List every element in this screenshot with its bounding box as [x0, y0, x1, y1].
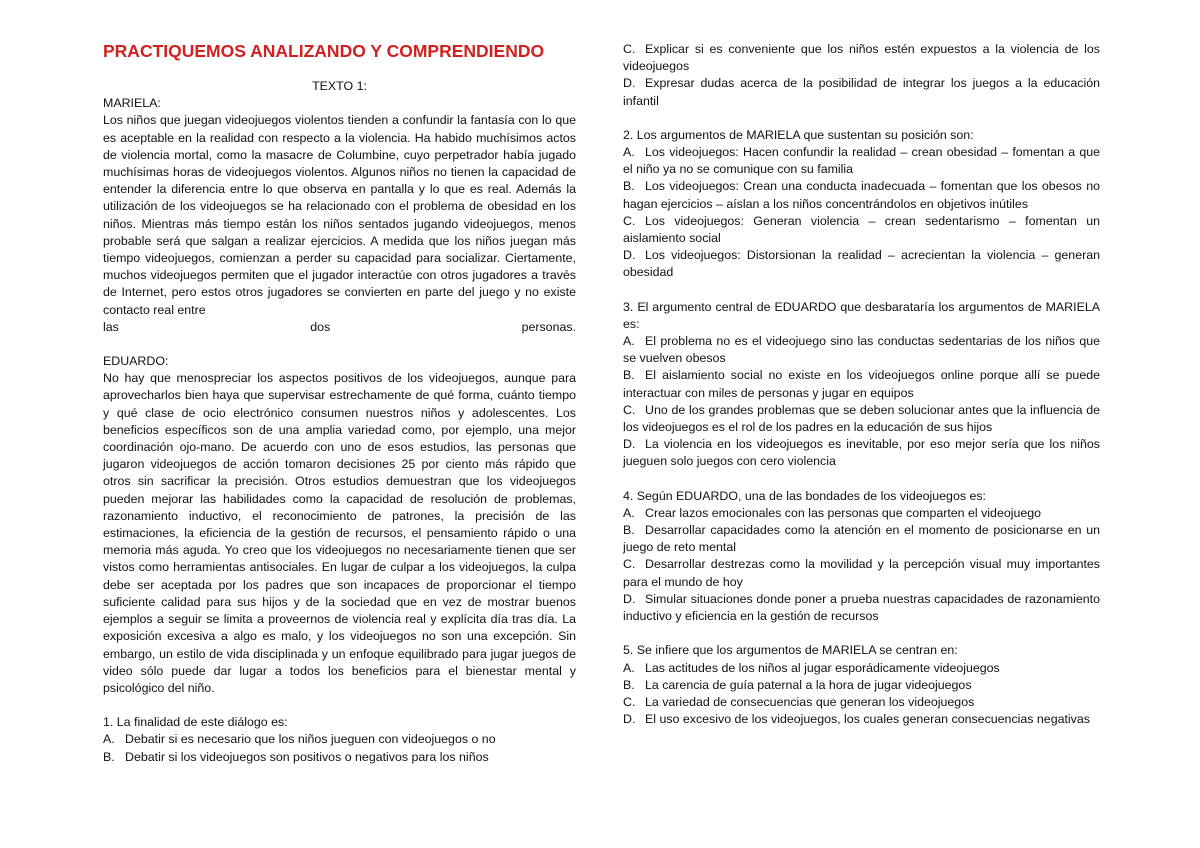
question-option — [623, 660, 1100, 677]
option-text: La carencia de guía paternal a la hora de jugar videojuegos — [645, 677, 972, 692]
option-letter: C. — [623, 402, 636, 417]
question-option — [623, 144, 1100, 178]
option-text: Expresar dudas acerca de la posibilidad de integrar los juegos a la educación infantil — [623, 76, 1100, 108]
option-text: La variedad de consecuencias que generan los videojuegos — [645, 694, 975, 709]
question-option — [623, 247, 1100, 281]
question-1-continued — [623, 41, 1100, 110]
option-letter: D. — [623, 76, 636, 91]
question-4 — [623, 488, 1100, 626]
texto-label: TEXTO 1: — [312, 79, 367, 93]
question-option — [623, 402, 1100, 436]
option-letter: B. — [103, 749, 115, 764]
option-letter: A. — [103, 732, 115, 747]
option-letter: B. — [623, 179, 635, 194]
eduardo-name: EDUARDO: — [103, 354, 169, 369]
question-option — [623, 694, 1100, 711]
option-letter: A. — [623, 660, 635, 675]
option-text: Crear lazos emocionales con las personas que comparten el videojuego — [645, 505, 1042, 520]
option-text: La violencia en los videojuegos es inevitable, por eso mejor sería que los niños jueguen solo juegos con cero violencia — [623, 437, 1100, 469]
question-option — [623, 591, 1100, 625]
question-option — [623, 213, 1100, 247]
question-option — [623, 367, 1100, 401]
option-letter: D. — [623, 248, 636, 263]
question-option — [103, 731, 576, 748]
option-text: Debatir si los videojuegos son positivos o negativos para los niños — [125, 749, 489, 764]
question-2 — [623, 127, 1100, 282]
question-option — [623, 711, 1100, 728]
option-letter: A. — [623, 505, 635, 520]
option-text: Simular situaciones donde poner a prueba nuestras capacidades de razonamiento inductivo y eficiencia en la gestión de recursos — [623, 591, 1100, 624]
option-text: Los videojuegos: Hacen confundir la realidad – crean obesidad – fomentan a que el niño ya no se comunique con su familia — [623, 145, 1100, 177]
question-3 — [623, 299, 1100, 471]
option-text: Los videojuegos: Distorsionan la realidad – acrecientan la violencia – generan obesidad — [623, 248, 1100, 280]
option-text: El uso excesivo de los videojuegos, los cuales generan consecuencias negativas — [645, 712, 1090, 727]
mariela-last-line: las dos personas. — [103, 319, 576, 334]
option-text: Debatir si es necesario que los niños jueguen con videojuegos o no — [125, 732, 496, 747]
option-text: Las actitudes de los niños al jugar esporádicamente videojuegos — [645, 660, 1000, 675]
question-option — [623, 556, 1100, 590]
option-letter: C. — [623, 694, 636, 709]
option-letter: D. — [623, 591, 636, 606]
question-option — [623, 505, 1100, 522]
question-option — [623, 75, 1100, 109]
option-text: Los videojuegos: Generan violencia – crean sedentarismo – fomentan un aislamiento social — [623, 213, 1100, 246]
question-5 — [623, 642, 1100, 728]
mariela-paragraph: Los niños que juegan videojuegos violentos tienden a confundir la fantasía con lo que es aceptable en la realidad con respecto a la violencia. Ha habido muchísimos actos de violencia mortal, como la masacre de Columbine, cuyo perpetrador había jugado muchísimas horas de videojuegos violentos. Algunos niños no tienen la capacidad de entender la diferencia entre lo que observa en pantalla y lo que es real. Además la utilización de los videojuegos se ha relacionado con el problema de obesidad en los niños. Mientras más tiempo están los niños sentados jugando videojuegos, menos probable será que salgan a realizar ejercicios. A medida que los niños juegan más tiempo videojuegos, comienzan a perder su capacidad para socializar. Ciertamente, muchos videojuegos permiten que el jugador interactúe con otros jugadores a través de Internet, pero estos otros jugadores se convierten en parte del juego y no existe contacto real entre — [103, 113, 576, 317]
question-option — [623, 178, 1100, 212]
option-letter: B. — [623, 677, 635, 692]
question-1 — [103, 714, 576, 766]
option-text: Desarrollar capacidades como la atención en el momento de posicionarse en un juego de reto mental — [623, 523, 1100, 555]
option-text: Desarrollar destrezas como la movilidad y la percepción visual muy importantes para el mundo de hoy — [623, 557, 1100, 589]
page-title: PRACTIQUEMOS ANALIZANDO Y COMPRENDIENDO — [103, 41, 545, 61]
option-letter: B. — [623, 523, 635, 538]
question-stem: 1. La finalidad de este diálogo es: — [103, 715, 288, 730]
question-option — [623, 436, 1100, 470]
option-text: Explicar si es conveniente que los niños estén expuestos a la violencia de los videojuegos — [623, 42, 1100, 74]
question-stem: 4. Según EDUARDO, una de las bondades de los videojuegos es: — [623, 488, 987, 503]
option-text: El problema no es el videojuego sino las conductas sedentarias de los niños que se vuelven obesos — [623, 334, 1100, 366]
question-option — [623, 522, 1100, 556]
option-text: Los videojuegos: Crean una conducta inadecuada – fomentan que los obesos no hagan ejercicios – aíslan a los niños concentrándolos en objetivos inútiles — [623, 179, 1100, 211]
option-text: Uno de los grandes problemas que se deben solucionar antes que la influencia de los videojuegos es el rol de los padres en la educación de sus hijos — [623, 402, 1100, 435]
option-letter: C. — [623, 42, 636, 56]
question-option — [623, 41, 1100, 75]
question-option — [103, 749, 576, 766]
option-letter: B. — [623, 368, 635, 383]
question-stem: 2. Los argumentos de MARIELA que sustentan su posición son: — [623, 127, 974, 142]
mariela-name: MARIELA: — [103, 96, 161, 111]
left-column — [103, 40, 576, 766]
option-text: El aislamiento social no existe en los videojuegos online porque allí se puede interactuar con miles de personas y jugar en equipos — [623, 368, 1100, 400]
option-letter: D. — [623, 712, 636, 727]
question-stem: 5. Se infiere que los argumentos de MARIELA se centran en: — [623, 643, 958, 658]
question-option — [623, 333, 1100, 367]
option-letter: D. — [623, 437, 636, 452]
option-letter: C. — [623, 557, 636, 572]
option-letter: A. — [623, 334, 635, 349]
right-column — [623, 41, 1100, 728]
question-option — [623, 677, 1100, 694]
eduardo-paragraph: No hay que menospreciar los aspectos positivos de los videojuegos, aunque para aprovecharlos bien haya que supervisar estrechamente de qué forma, cuánto tiempo y qué clase de ocio electrónico consumen nuestros niños y adolescentes. Los beneficios específicos son de una amplia variedad como, por ejemplo, una mejor coordinación ojo-mano. De acuerdo con uno de esos estudios, las personas que jugaron videojuegos de acción tomaron decisiones 25 por ciento más rápido que otros sin sacrificar la precisión. Otros estudios demuestran que los videojuegos pueden mejorar las habilidades como la capacidad de resolución de problemas, razonamiento inductivo, el reconocimiento de patrones, la precisión de las estimaciones, la eficiencia de la gestión de recursos, el pensamiento rápido o una memoria más aguda. Yo creo que los videojuegos no necesariamente tienen que ser vistos como herramientas antisociales. En lugar de culpar a los videojuegos, la culpa debe ser aceptada por los padres que son incapaces de proporcionar el tiempo suficiente calidad para sus hijos y de la sociedad que en vez de mostrar buenos ejemplos a seguir se limita a proveernos de violencia real y explícita día tras día. La exposición excesiva a algo es malo, y los videojuegos no son una excepción. Sin embargo, un estilo de vida disciplinada y un enfoque equilibrado para jugar juegos de video sólo puede dar lugar a todos los beneficios para el bienestar mental y psicológico del niño. — [103, 371, 576, 695]
option-letter: A. — [623, 145, 635, 160]
question-stem: 3. El argumento central de EDUARDO que desbarataría los argumentos de MARIELA es: — [623, 299, 1100, 331]
option-letter: C. — [623, 213, 636, 228]
